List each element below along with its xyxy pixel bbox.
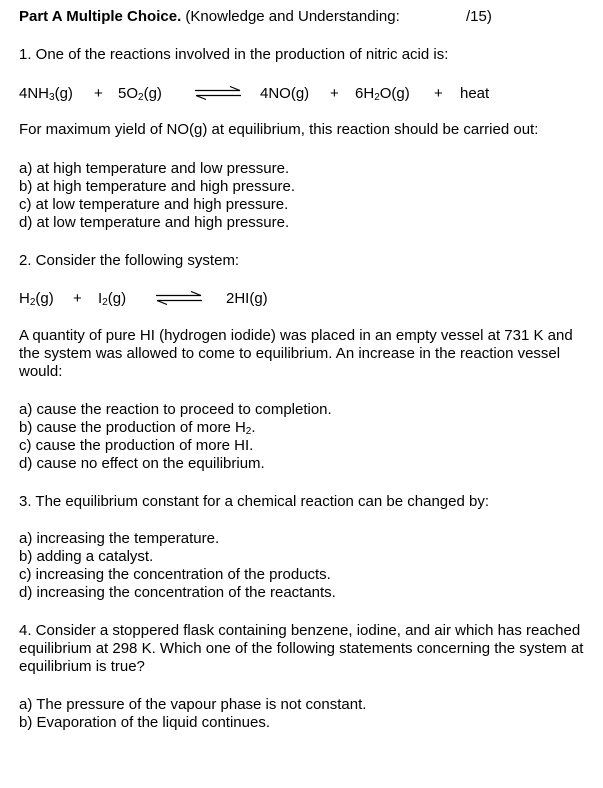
q2-reactant-1: $H_2(g)$ (19, 290, 54, 308)
part-title: Part A Multiple Choice. (19, 8, 182, 25)
q2-stem: 2. Consider the following system: (19, 252, 240, 269)
q1-option-a[interactable]: a) at high temperature and low pressure. (19, 160, 290, 177)
q3-stem: 3. The equilibrium constant for a chemical reaction can be changed by: (19, 493, 489, 510)
q1-question: For maximum yield of NO(g) at equilibrium, this reaction should be carried out: (19, 121, 539, 138)
q1-reactant-2: $5O_2(g)$ (118, 85, 162, 103)
q3-option-a[interactable]: a) increasing the temperature. (19, 530, 220, 547)
section-header (19, 8, 400, 26)
q2-paragraph: A quantity of pure HI (hydrogen iodide) was placed in an empty vessel at 731 K and the system was allowed to come to equilibrium. An increase in the reaction vessel would: (19, 327, 573, 380)
q1-product-1: 4NO(g) (260, 85, 310, 102)
q3-option-b[interactable]: b) adding a catalyst. (19, 548, 154, 565)
q2-plus-1: + (73, 290, 82, 307)
q1-plus-2: + (330, 85, 339, 102)
q1-option-c[interactable]: c) at low temperature and high pressure. (19, 196, 289, 213)
q3-option-c[interactable]: c) increasing the concentration of the products. (19, 566, 331, 583)
q3-option-d[interactable]: d) increasing the concentration of the reactants. (19, 584, 336, 601)
part-category: (Knowledge and Understanding: (185, 8, 400, 25)
q2-option-c[interactable]: c) cause the production of more HI. (19, 437, 254, 454)
q2-equation (19, 288, 589, 310)
q2-option-a[interactable]: a) cause the reaction to proceed to completion. (19, 401, 332, 418)
q2-option-d[interactable]: d) cause no effect on the equilibrium. (19, 455, 265, 472)
q2-option-b[interactable]: b) cause the production of more $H_2$. (19, 419, 256, 437)
q1-plus-1: + (94, 85, 103, 102)
q1-product-2: $6H_2O(g)$ (355, 85, 410, 103)
q1-option-b[interactable]: b) at high temperature and high pressure. (19, 178, 295, 195)
q4-option-b[interactable]: b) Evaporation of the liquid continues. (19, 714, 270, 731)
q2-reactant-2: $I_2(g)$ (98, 290, 127, 308)
equilibrium-arrow-icon (155, 291, 203, 305)
q1-option-d[interactable]: d) at low temperature and high pressure. (19, 214, 290, 231)
q2-product-1: 2HI(g) (226, 290, 268, 307)
equilibrium-arrow-icon (194, 86, 242, 100)
q1-plus-3: + (434, 85, 443, 102)
q4-stem: 4. Consider a stoppered flask containing benzene, iodine, and air which has reached equilibrium at 298 K. Which one of the following statements concerning the system at equilibrium is true? (19, 622, 584, 675)
q1-reactant-1: $4NH_3(g)$ (19, 85, 73, 103)
part-score: /15) (466, 8, 492, 25)
q1-product-3: heat (460, 85, 490, 102)
q1-equation (19, 83, 589, 105)
q4-option-a[interactable]: a) The pressure of the vapour phase is not constant. (19, 696, 367, 713)
q1-stem: 1. One of the reactions involved in the production of nitric acid is: (19, 46, 449, 63)
